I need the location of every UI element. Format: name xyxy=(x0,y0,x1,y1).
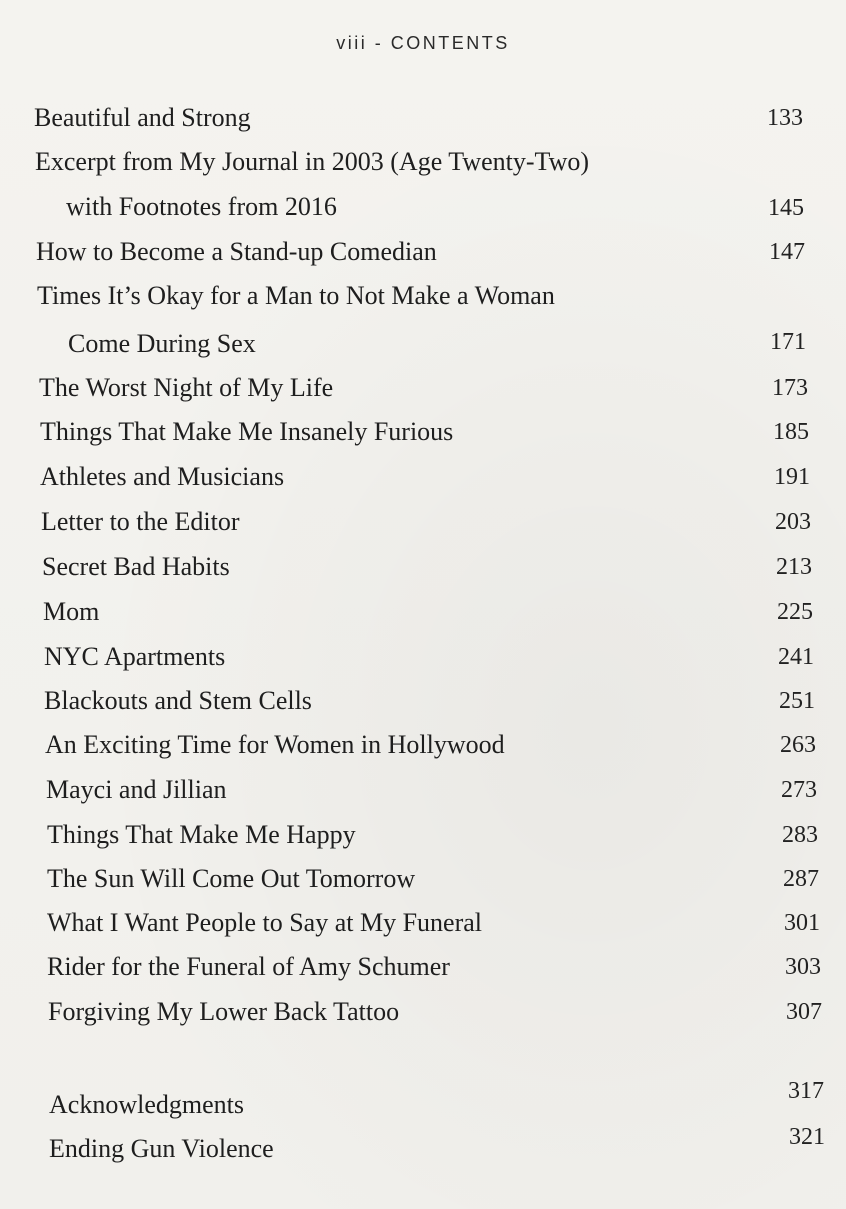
toc-entry xyxy=(0,462,846,502)
toc-entry-title: Things That Make Me Insanely Furious xyxy=(40,417,454,446)
toc-entry-page: 213 xyxy=(776,554,812,580)
toc-entry xyxy=(0,1078,846,1130)
toc-entry-title: Mayci and Jillian xyxy=(46,775,227,804)
toc-entry-page: 263 xyxy=(780,732,816,758)
toc-entry xyxy=(0,597,846,637)
toc-entry-title: The Sun Will Come Out Tomorrow xyxy=(47,864,416,893)
toc-entry-page: 191 xyxy=(774,464,810,490)
toc-entry xyxy=(0,775,846,815)
toc-entry-page: 241 xyxy=(778,644,814,670)
toc-entry-page: 321 xyxy=(789,1124,825,1150)
toc-entry-title-continuation: Come During Sex xyxy=(68,329,256,358)
toc-entry-title-continuation: with Footnotes from 2016 xyxy=(66,192,337,221)
toc-entry-page: 185 xyxy=(773,419,809,445)
toc-entry-title: What I Want People to Say at My Funeral xyxy=(47,908,483,937)
toc-entry-title: Secret Bad Habits xyxy=(42,552,230,581)
toc-entry xyxy=(0,864,846,904)
toc-entry-title: Times It’s Okay for a Man to Not Make a Woman xyxy=(37,281,555,310)
toc-entry-page: 317 xyxy=(788,1078,824,1104)
toc-entry-title: Forgiving My Lower Back Tattoo xyxy=(48,997,400,1026)
toc-entry xyxy=(0,952,846,992)
toc-entry-page: 133 xyxy=(767,105,803,131)
toc-entry-page: 287 xyxy=(783,866,819,892)
toc-entry-title: Acknowledgments xyxy=(49,1090,244,1119)
toc-entry-title: Rider for the Funeral of Amy Schumer xyxy=(47,952,450,981)
toc-entry xyxy=(0,552,846,592)
toc-entry xyxy=(0,147,846,227)
toc-entry xyxy=(0,908,846,948)
toc-entry xyxy=(0,507,846,547)
toc-entry xyxy=(0,281,846,361)
toc-entry-page: 301 xyxy=(784,910,820,936)
toc-entry xyxy=(0,642,846,682)
toc-entry-page: 307 xyxy=(786,999,822,1025)
toc-entry xyxy=(0,417,846,457)
toc-entry-page: 147 xyxy=(769,239,805,265)
toc-entry xyxy=(0,1124,846,1174)
toc-entry-title: Mom xyxy=(43,597,100,626)
toc-entry xyxy=(0,237,846,277)
toc-entry-title: Ending Gun Violence xyxy=(49,1134,274,1163)
toc-entry-title: NYC Apartments xyxy=(44,642,226,671)
toc-entry-page: 303 xyxy=(785,954,821,980)
toc-entry-title: Things That Make Me Happy xyxy=(47,820,356,849)
toc-entry-title: How to Become a Stand-up Comedian xyxy=(36,237,437,266)
toc-entry-page: 145 xyxy=(768,195,804,221)
toc-entry-page: 173 xyxy=(772,375,808,401)
running-head: viii - CONTENTS xyxy=(336,33,510,53)
toc-entry-page: 273 xyxy=(781,777,817,803)
toc-entry-page: 225 xyxy=(777,599,813,625)
toc-entry xyxy=(0,103,846,143)
toc-entry xyxy=(0,820,846,860)
toc-entry-page: 203 xyxy=(775,509,811,535)
toc-entry xyxy=(0,686,846,726)
toc-entry-title: Letter to the Editor xyxy=(41,507,240,536)
toc-entry-page: 283 xyxy=(782,822,818,848)
toc-entry xyxy=(0,373,846,413)
toc-entry xyxy=(0,997,846,1037)
toc-entry-title: The Worst Night of My Life xyxy=(39,373,334,402)
toc-entry-title: An Exciting Time for Women in Hollywood xyxy=(45,730,505,759)
toc-entry-title: Blackouts and Stem Cells xyxy=(44,686,312,715)
toc-entry-page: 171 xyxy=(770,329,806,355)
toc-entry-title: Excerpt from My Journal in 2003 (Age Twenty-Two) xyxy=(35,147,590,176)
toc-entry-page: 251 xyxy=(779,688,815,714)
toc-entry-title: Beautiful and Strong xyxy=(34,103,251,132)
toc-entry xyxy=(0,730,846,770)
toc-entry-title: Athletes and Musicians xyxy=(40,462,285,491)
